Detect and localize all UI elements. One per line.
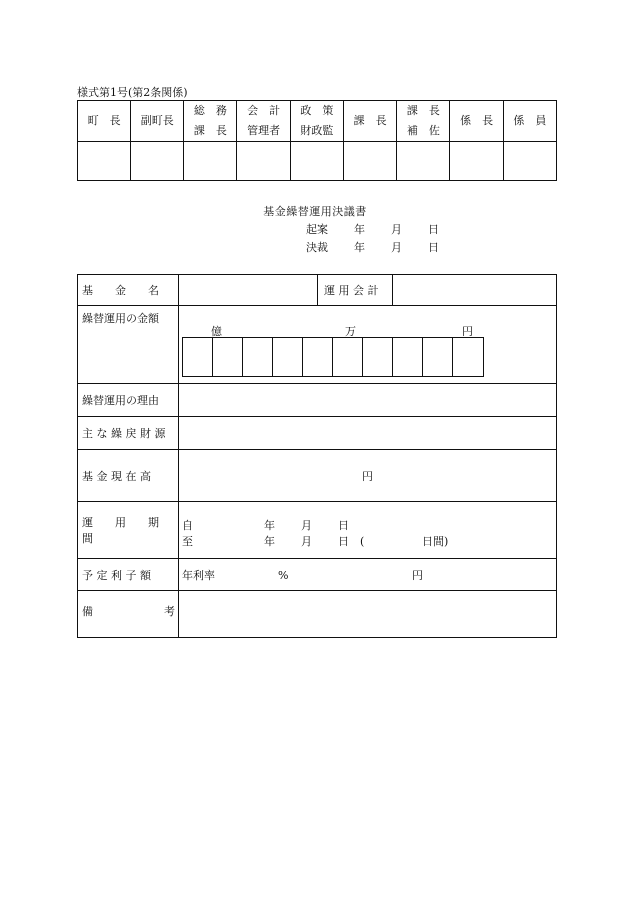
approval-header-7: [450, 101, 503, 142]
period-cell[interactable]: [179, 502, 557, 559]
form-number: 様式第1号(第2条関係): [77, 86, 188, 99]
approval-header-3: [237, 101, 290, 142]
approval-header-line1: 会 計: [247, 104, 281, 117]
approval-header-2: [184, 101, 237, 142]
to-year: 年: [264, 535, 275, 548]
approval-header-line1: 係 長: [460, 114, 494, 127]
remarks-label: [78, 591, 179, 638]
approval-header-line1: 町 長: [87, 114, 121, 127]
balance-label: [78, 450, 179, 502]
approval-header-0: [78, 101, 131, 142]
remarks-label-left: 備: [82, 605, 93, 618]
fund-name-label-text: 基 金 名: [82, 284, 159, 297]
interest-yen-unit: 円: [412, 568, 423, 582]
account-cell[interactable]: [393, 275, 557, 306]
account-label: [318, 275, 393, 306]
approval-header-8: [503, 101, 556, 142]
approval-stamp-cell[interactable]: [237, 142, 290, 181]
approval-stamp-cell[interactable]: [397, 142, 450, 181]
approval-header-4: [290, 101, 343, 142]
period-from-line: [182, 518, 556, 534]
digit-box[interactable]: [273, 338, 303, 376]
approval-header-line2: 管理者: [247, 124, 281, 137]
digit-box[interactable]: [303, 338, 333, 376]
interest-rate-label: 年利率: [182, 568, 215, 582]
fund-form-table: [77, 274, 557, 638]
approval-stamp-cell[interactable]: [290, 142, 343, 181]
reason-label: [78, 384, 179, 417]
drafted-label: 起案: [306, 223, 328, 236]
period-to-line: [182, 534, 556, 550]
from-year: 年: [264, 519, 275, 532]
amount-digit-boxes: [182, 337, 484, 377]
approval-header-line2: 補 佐: [406, 124, 440, 137]
decided-year: 年: [354, 241, 365, 254]
unit-oku: 億: [211, 325, 222, 338]
balance-yen-unit: 円: [362, 469, 373, 483]
to-month: 月: [301, 535, 312, 548]
reason-label-text: 繰替運用の理由: [82, 394, 159, 407]
approval-header-5: [343, 101, 396, 142]
digit-box[interactable]: [183, 338, 213, 376]
to-day: 日: [338, 535, 349, 548]
days-close: 日間): [422, 535, 449, 548]
document-title: 基金繰替運用決議書: [263, 205, 367, 218]
approval-header-line2: 課 長: [193, 124, 227, 137]
digit-box[interactable]: [453, 338, 483, 376]
days-open-paren: (: [360, 535, 365, 548]
digit-box[interactable]: [363, 338, 393, 376]
digit-box[interactable]: [393, 338, 423, 376]
interest-label: [78, 559, 179, 591]
drafted-month: 月: [391, 223, 402, 236]
digit-box[interactable]: [243, 338, 273, 376]
approval-header-line1: 課 長: [353, 114, 387, 127]
decided-label: 決裁: [306, 241, 328, 254]
reason-cell[interactable]: [179, 384, 557, 417]
approval-header-line1: 総 務: [193, 104, 227, 117]
interest-cell[interactable]: [179, 559, 557, 591]
approval-header-line2: 財政監: [300, 124, 334, 137]
interest-label-text: 予 定 利 子 額: [82, 568, 151, 582]
date-block: [306, 221, 439, 257]
remarks-cell[interactable]: [179, 591, 557, 638]
approval-stamp-cell[interactable]: [131, 142, 184, 181]
approval-stamp-cell[interactable]: [184, 142, 237, 181]
drafted-date-line: [306, 221, 439, 239]
balance-label-text: 基 金 現 在 高: [82, 469, 151, 483]
decided-date-line: [306, 239, 439, 257]
remarks-label-right: 考: [164, 605, 175, 618]
decided-day: 日: [428, 241, 439, 254]
unit-yen: 円: [462, 325, 473, 338]
balance-cell[interactable]: [179, 450, 557, 502]
approval-stamp-cell[interactable]: [78, 142, 131, 181]
drafted-year: 年: [354, 223, 365, 236]
digit-box[interactable]: [333, 338, 363, 376]
approval-stamp-cell[interactable]: [503, 142, 556, 181]
period-label: [78, 502, 179, 559]
period-label-text: 運 用 期 間: [82, 516, 181, 545]
approval-header-1: [131, 101, 184, 142]
approval-header-line1: 課 長: [406, 104, 440, 117]
approval-header-6: [397, 101, 450, 142]
unit-man: 万: [345, 325, 356, 338]
period-from-label: 自: [182, 519, 193, 532]
source-label: [78, 417, 179, 450]
interest-percent: %: [278, 568, 289, 582]
fund-name-cell[interactable]: [179, 275, 318, 306]
amount-label: [78, 306, 179, 384]
digit-box[interactable]: [213, 338, 243, 376]
from-month: 月: [301, 519, 312, 532]
approval-header-line1: 係 員: [513, 114, 547, 127]
account-label-text: 運 用 会 計: [324, 284, 379, 297]
approval-stamp-table: [77, 100, 557, 181]
digit-box[interactable]: [423, 338, 453, 376]
approval-stamp-cell[interactable]: [343, 142, 396, 181]
drafted-day: 日: [428, 223, 439, 236]
decided-month: 月: [391, 241, 402, 254]
approval-header-line1: 政 策: [300, 104, 334, 117]
approval-stamp-cell[interactable]: [450, 142, 503, 181]
source-label-text: 主 な 繰 戻 財 源: [82, 427, 166, 440]
from-day: 日: [338, 519, 349, 532]
approval-header-line1: 副町長: [140, 114, 174, 127]
source-cell[interactable]: [179, 417, 557, 450]
fund-name-label: [78, 275, 179, 306]
amount-label-text: 繰替運用の金額: [82, 312, 159, 325]
period-to-label: 至: [182, 535, 193, 548]
